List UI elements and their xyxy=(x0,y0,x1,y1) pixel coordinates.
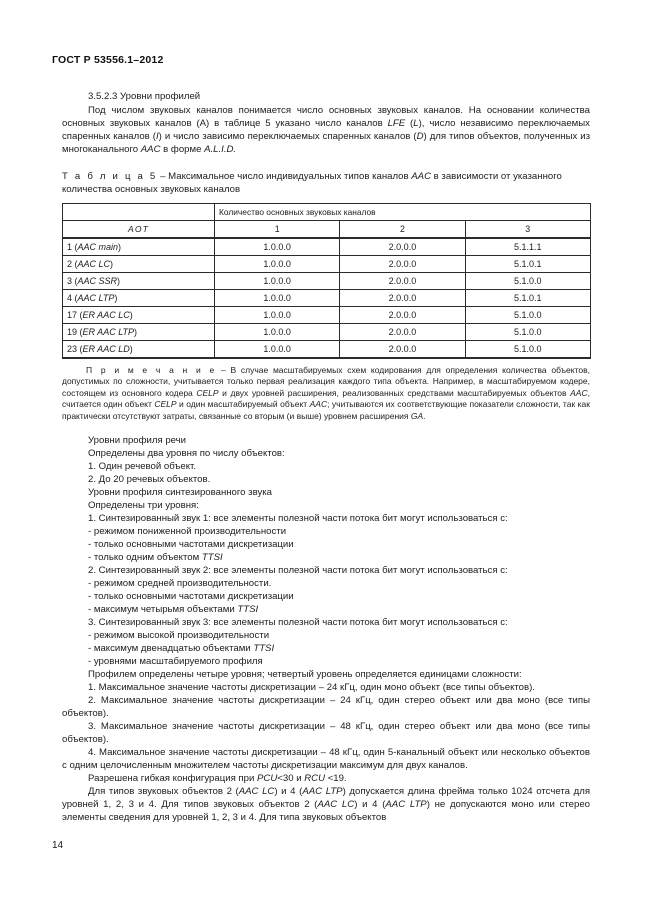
table-body xyxy=(63,238,591,358)
table-cell-value: 5.1.0.0 xyxy=(465,341,590,359)
table-cell-value: 1.0.0.0 xyxy=(215,273,340,290)
table-cell-value: 2.0.0.0 xyxy=(340,341,465,359)
flexible-config-note: Разрешена гибкая конфигурация при PCU<30 и RCU <19. xyxy=(88,773,347,785)
table-cell-value: 2.0.0.0 xyxy=(340,324,465,341)
table-col-header-1: 1 xyxy=(215,221,340,239)
table-cell-value: 1.0.0.0 xyxy=(215,324,340,341)
synth-level3-head: 3. Синтезированный звук 3: все элементы полезной части потока бит могут использоваться с: xyxy=(88,617,508,629)
section-intro-paragraph: Под числом звуковых каналов понимается число основных звуковых каналов. На основании количества основных звуковых каналов (A) в таблице 5 указано число каналов LFE (L), число независимо переключаемых спаренных каналов (I) и число зависимо переключаемых спаренных каналов (D) для типов объектов, полученных из многоканального AAC в форме A.L.I.D. xyxy=(62,105,591,155)
table-cell-value: 2.0.0.0 xyxy=(340,238,465,256)
synth-level3-bullet: - режимом высокой производительности xyxy=(88,630,270,642)
table-row-header-aot: AOT xyxy=(63,221,215,239)
table-cell-aot: 3 (AAC SSR) xyxy=(63,273,215,290)
table-row xyxy=(63,273,591,290)
profile-level-item: 2. Максимальное значение частоты дискретизации – 24 кГц, один стерео объект или два моно (все типы объектов). xyxy=(62,695,590,720)
table-cell-value: 1.0.0.0 xyxy=(215,290,340,307)
table-cell-value: 5.1.1.1 xyxy=(465,238,590,256)
synth-level3-bullet: - уровнями масштабируемого профиля xyxy=(88,656,263,668)
table-cell-value: 5.1.0.0 xyxy=(465,307,590,324)
synth-level1-bullet: - только одним объектом TTSI xyxy=(88,552,223,564)
table-cell-value: 1.0.0.0 xyxy=(215,256,340,273)
synth-level1-bullet: - только основными частотами дискретизации xyxy=(88,539,294,551)
section-heading: 3.5.2.3 Уровни профилей xyxy=(88,91,201,102)
standard-header: ГОСТ Р 53556.1–2012 xyxy=(52,54,164,66)
table-cell-value: 2.0.0.0 xyxy=(340,290,465,307)
table-cell-aot: 4 (AAC LTP) xyxy=(63,290,215,307)
table-cell-aot: 17 (ER AAC LC) xyxy=(63,307,215,324)
table-cell-value: 2.0.0.0 xyxy=(340,256,465,273)
table-row xyxy=(63,256,591,273)
table-cell-value: 5.1.0.0 xyxy=(465,273,590,290)
synth-profile-lead: Определены три уровня: xyxy=(88,500,199,512)
table-cell-value: 2.0.0.0 xyxy=(340,307,465,324)
table-cell-aot: 23 (ER AAC LD) xyxy=(63,341,215,359)
table-cell-aot: 19 (ER AAC LTP) xyxy=(63,324,215,341)
synth-level2-bullet: - максимум четырьмя объектами TTSI xyxy=(88,604,259,616)
table-cell-aot: 2 (AAC LC) xyxy=(63,256,215,273)
synth-level2-bullet: - только основными частотами дискретизации xyxy=(88,591,294,603)
table-row xyxy=(63,307,591,324)
page-number: 14 xyxy=(52,840,64,851)
page-content xyxy=(62,90,590,824)
synth-level2-bullet: - режимом средней производительности. xyxy=(88,578,272,590)
frame-length-note: Для типов звуковых объектов 2 (AAC LC) и 4 (AAC LTP) допускается длина фрейма только 1024 отсчета для уровней 1, 2, 3 и 4. Для типов звуковых объектов 2 (AAC LC) и 4 (AAC LTP) не допускаются моно или стерео элементы сведения для уровней 1, 2, 3 и 4. Для типа звуковых объектов xyxy=(62,786,591,824)
profile-levels-lead: Профилем определены четыре уровня; четвертый уровень определяется единицами сложности: xyxy=(88,669,522,681)
speech-profile-lead: Определены два уровня по числу объектов: xyxy=(88,448,285,460)
speech-profile-title: Уровни профиля речи xyxy=(88,435,187,447)
synth-profile-title: Уровни профиля синтезированного звука xyxy=(88,487,272,499)
synth-level1-bullet: - режимом пониженной производительности xyxy=(88,526,287,538)
table-col-header-2: 2 xyxy=(340,221,465,239)
synth-level3-bullet: - максимум двенадцатью объектами TTSI xyxy=(88,643,275,655)
table-cell-aot: 1 (AAC main) xyxy=(63,238,215,256)
synth-level2-head: 2. Синтезированный звук 2: все элементы полезной части потока бит могут использоваться с: xyxy=(88,565,508,577)
table-corner-cell xyxy=(63,204,215,221)
synth-level1-head: 1. Синтезированный звук 1: все элементы полезной части потока бит могут использоваться с: xyxy=(88,513,508,525)
note-label: П р и м е ч а н и е xyxy=(86,365,217,375)
table-cell-value: 1.0.0.0 xyxy=(215,238,340,256)
speech-profile-item: 2. До 20 речевых объектов. xyxy=(88,474,211,486)
aot-channel-table xyxy=(62,203,591,359)
table-group-header: Количество основных звуковых каналов xyxy=(215,204,591,221)
profile-levels-body xyxy=(62,434,590,824)
profile-level-item: 4. Максимальное значение частоты дискретизации – 48 кГц, один 5-канальный объект или несколько объектов с одним целочисленным множителем частоты дискретизации максимум для двух каналов. xyxy=(62,747,590,772)
table-cell-value: 1.0.0.0 xyxy=(215,307,340,324)
table-row xyxy=(63,290,591,307)
speech-profile-item: 1. Один речевой объект. xyxy=(88,461,197,473)
table-cell-value: 5.1.0.1 xyxy=(465,290,590,307)
table-cell-value: 5.1.0.0 xyxy=(465,324,590,341)
table-cell-value: 5.1.0.1 xyxy=(465,256,590,273)
table-note: П р и м е ч а н и е – В случае масштабируемых схем кодирования для определения количества объектов, допустимых по сложности, учитывается только первая реализация каждого типа объекта. Например, в масштабируемом кодере, состоящем из основного кодера CELP и двух уровней расширения, реализованных средствами масштабируемых объектов AAC, считается один объект CELP и один масштабируемый объект AAC; учитываются их соответствующие показатели сложности, так как практически отсутствуют затраты, связанные со вторым (и выше) уровнем расширения GA. xyxy=(62,365,590,421)
table-column-header-row xyxy=(63,221,591,239)
table-cell-value: 2.0.0.0 xyxy=(340,273,465,290)
table-row xyxy=(63,324,591,341)
profile-level-item: 1. Максимальное значение частоты дискретизации – 24 кГц, один моно объект (все типы объектов). xyxy=(88,682,535,694)
table-row xyxy=(63,341,591,359)
table-col-header-3: 3 xyxy=(465,221,590,239)
table-group-header-row xyxy=(63,204,591,221)
note-dash: – xyxy=(220,365,226,375)
profile-level-item: 3. Максимальное значение частоты дискретизации – 48 кГц, один стерео объект или два моно (все типы объектов). xyxy=(62,721,590,746)
table-caption-dash: – xyxy=(160,171,166,182)
table-caption-label: Т а б л и ц а 5 xyxy=(62,171,158,182)
table-cell-value: 1.0.0.0 xyxy=(215,341,340,359)
table-caption: Т а б л и ц а 5 – Максимальное число индивидуальных типов каналов AAC в зависимости от указанного количества основных звуковых каналов xyxy=(62,171,562,195)
table-row xyxy=(63,238,591,256)
